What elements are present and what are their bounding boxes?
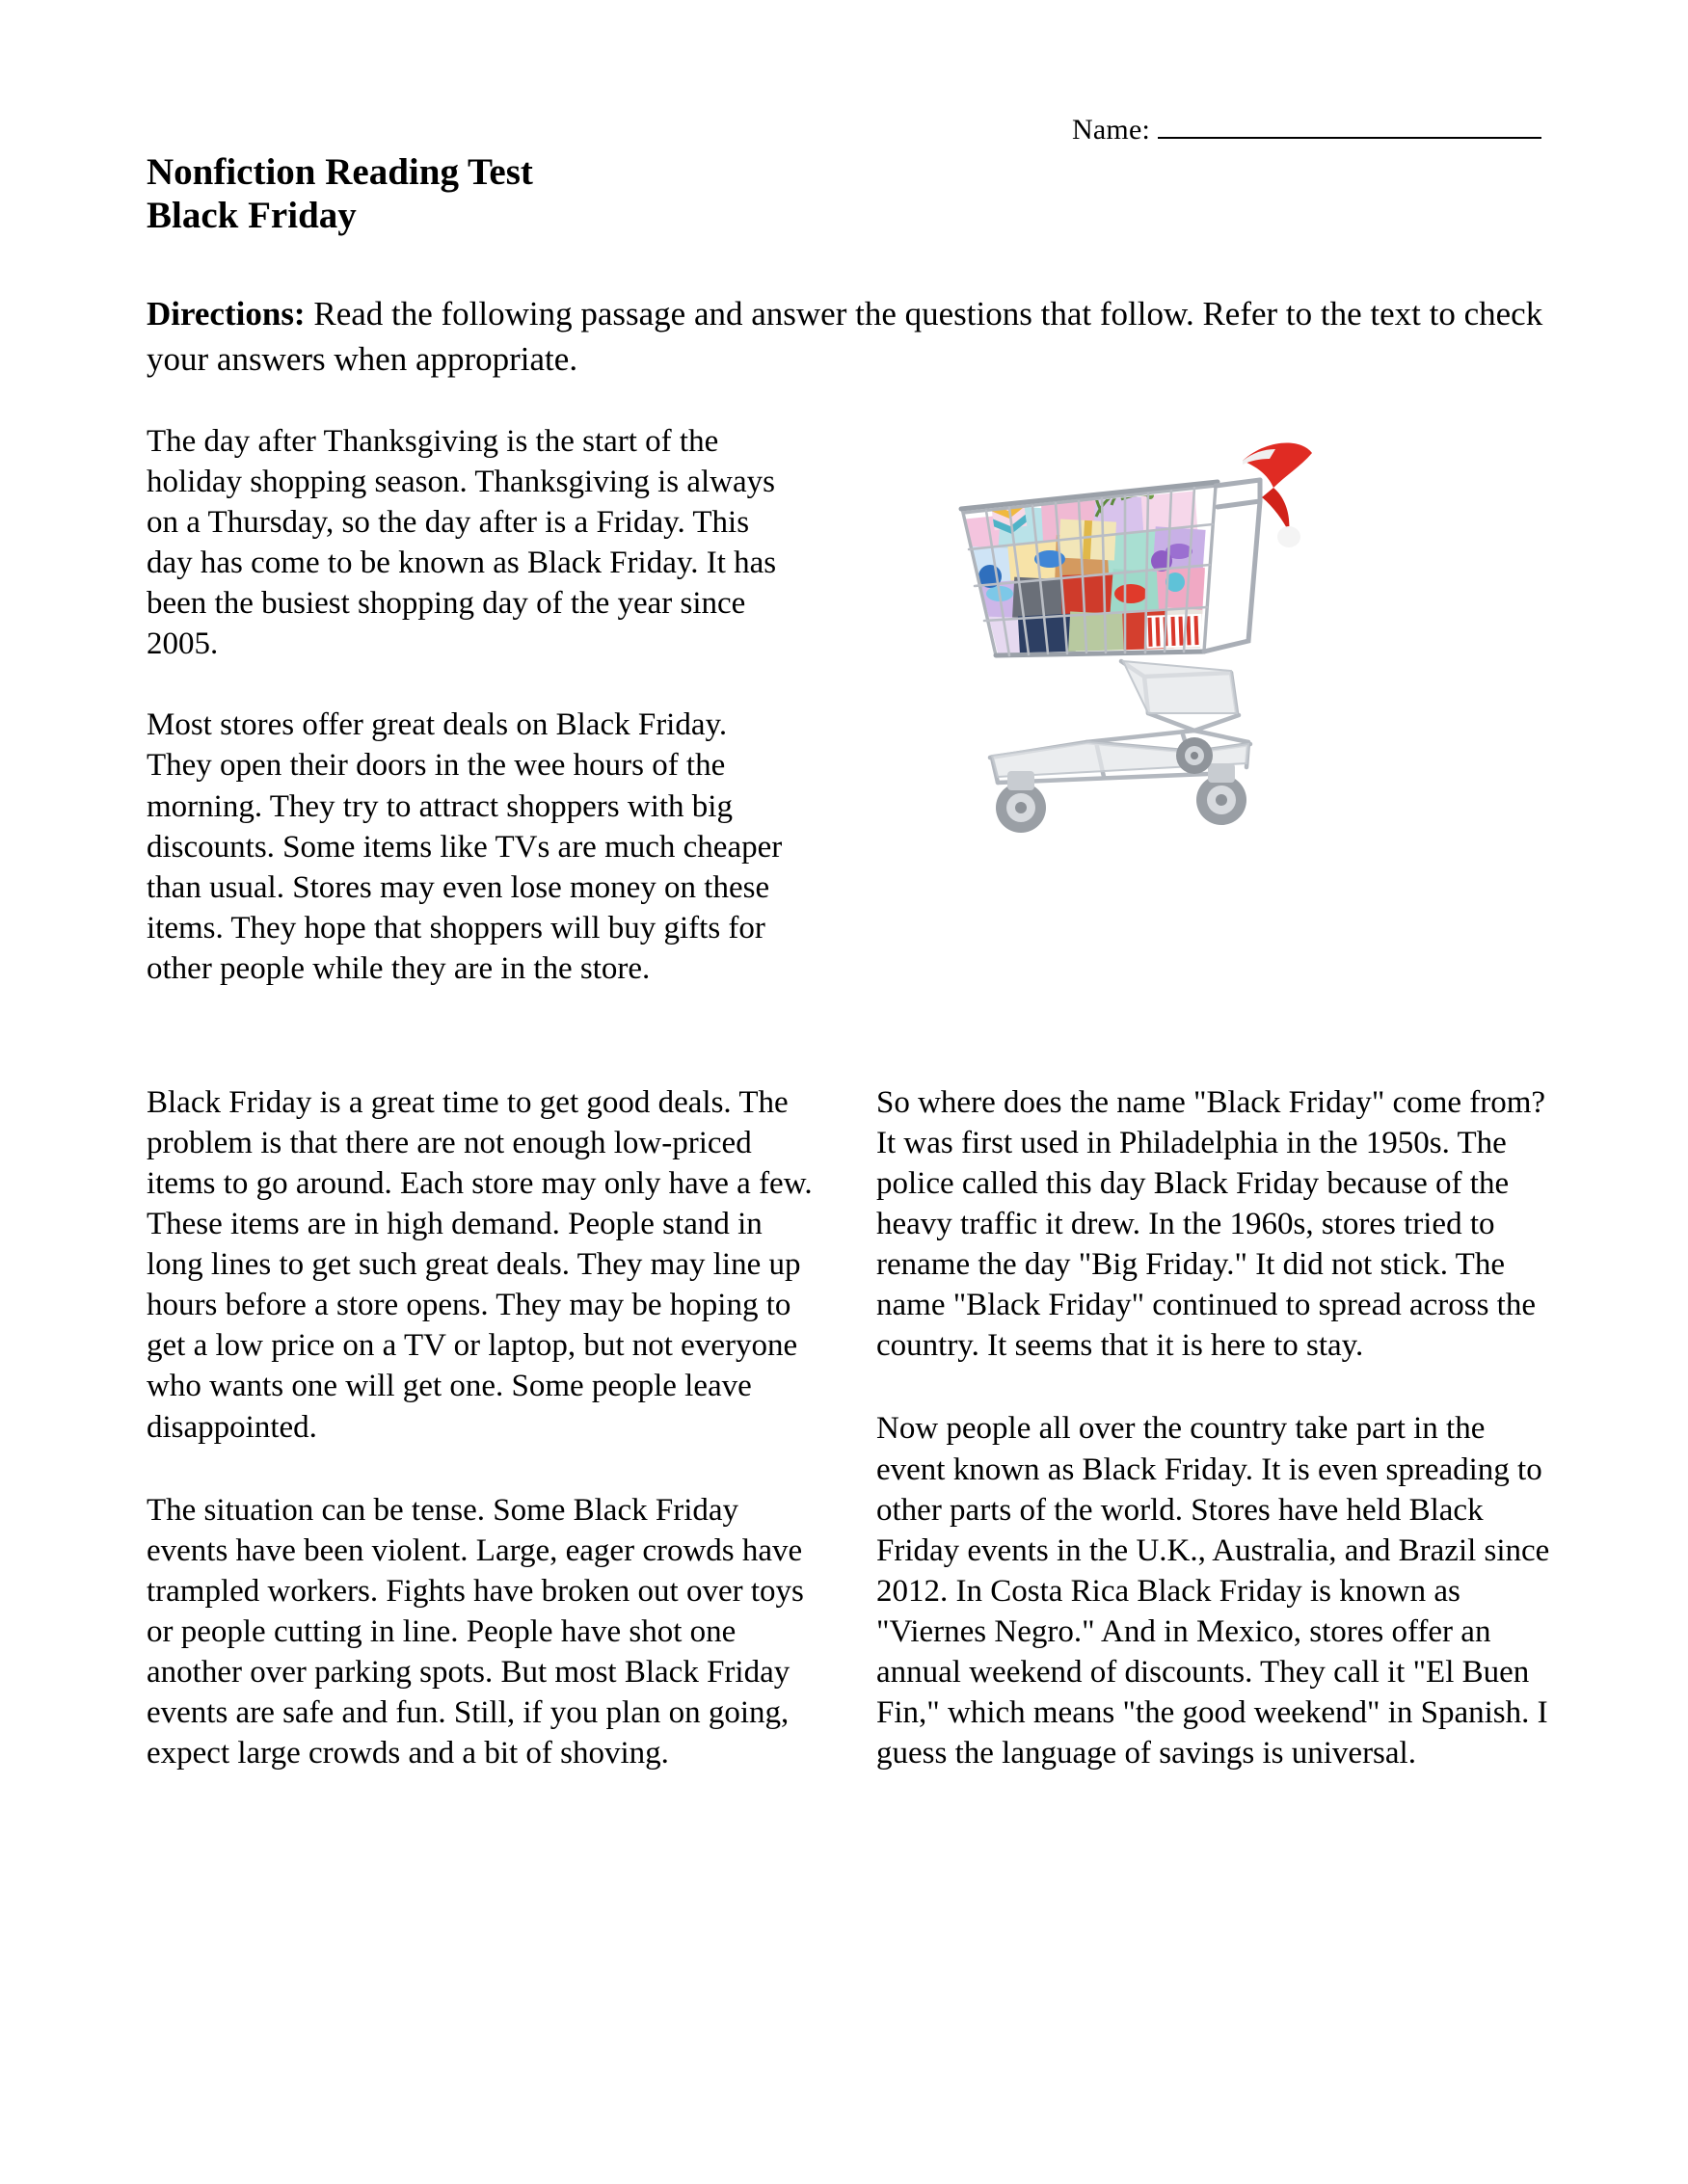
two-column-section (147, 1082, 1549, 1773)
passage-paragraph: Now people all over the country take part in the event known as Black Friday. It is even spreading to other parts of the world. Stores have held Black Friday events in the U.K., Australia, and Brazil since 2012. In Costa Rica Black Friday is known as "Viernes Negro." And in Mexico, stores offer an annual weekend of discounts. They call it "El Buen Fin," which means "the good weekend" in Spanish. I guess the language of savings is universal. (876, 1411, 1550, 1771)
passage-paragraph: The day after Thanksgiving is the start of the holiday shopping season. Thanksgiving is always on a Thursday, so the day after is a Friday. This day has come to be known as Black Friday. It has been the busiest shopping day of the year since 2005. (147, 424, 777, 662)
directions-block (147, 292, 1549, 382)
name-field-blank[interactable] (1158, 114, 1541, 139)
figure-container (797, 421, 1549, 839)
passage-paragraph: Most stores offer great deals on Black Friday. They open their doors in the wee hours of the morning. They try to attract shoppers with big discounts. Some items like TVs are much cheaper than usual. Stores may even lose money on these items. They hope that shoppers will buy gifts for other people while they are in the store. (147, 707, 783, 986)
title-line-2: Black Friday (147, 194, 357, 236)
name-field-row (147, 114, 1541, 145)
name-field-label: Name: (1072, 114, 1150, 146)
upper-section (147, 421, 1549, 989)
santa-hat-icon (1243, 443, 1312, 547)
left-text-column (147, 1082, 820, 1773)
shopping-cart-image (942, 424, 1318, 839)
upper-text-column (147, 421, 797, 989)
directions-label: Directions: (147, 295, 306, 333)
title-line-1: Nonfiction Reading Test (147, 151, 533, 193)
directions-text: Read the following passage and answer the questions that follow. Refer to the text to check your answers when appropriate. (147, 295, 1543, 378)
passage-paragraph: Black Friday is a great time to get good deals. The problem is that there are not enough low-priced items to go around. Each store may only have a few. These items are in high demand. People stand in long lines to get such great deals. They may line up hours before a store opens. They may be hoping to get a low price on a TV or laptop, but not everyone who wants one will get one. Some people leave disappointed. (147, 1085, 813, 1445)
right-text-column (876, 1082, 1550, 1773)
passage-paragraph: The situation can be tense. Some Black Friday events have been violent. Large, eager crowds have trampled workers. Fights have broken out over toys or people cutting in line. People have shot one another over parking spots. But most Black Friday events are safe and fun. Still, if you plan on going, expect large crowds and a bit of shoving. (147, 1492, 804, 1771)
passage-paragraph: So where does the name "Black Friday" come from? It was first used in Philadelphia in the 1950s. The police called this day Black Friday because of the heavy traffic it drew. In the 1960s, stores tried to rename the day "Big Friday." It did not stick. The name "Black Friday" continued to spread across the country. It seems that it is here to stay. (876, 1085, 1546, 1364)
cart-wheel-mid (1176, 737, 1213, 774)
shopping-cart-icon (942, 424, 1318, 839)
page-title (147, 151, 1014, 238)
